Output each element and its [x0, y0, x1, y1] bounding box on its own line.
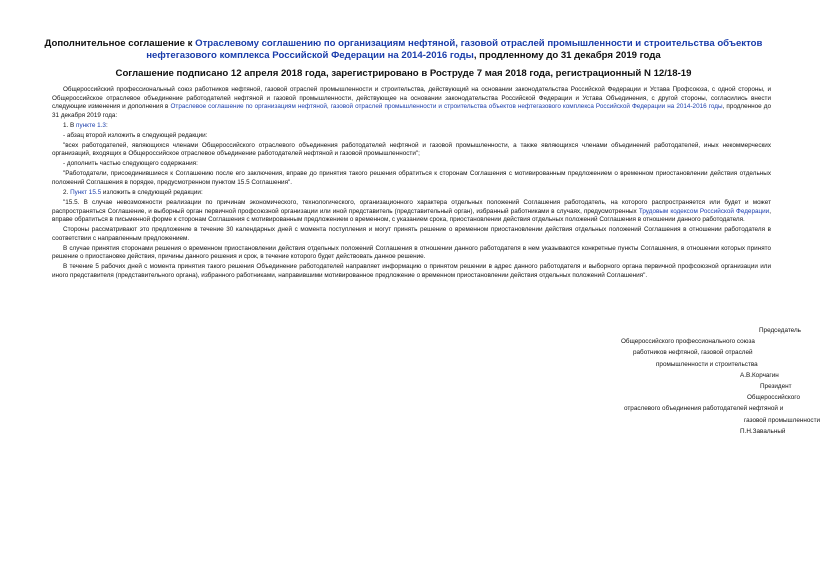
item-1-heading — [52, 122, 771, 131]
notification-paragraph: В течение 5 рабочих дней с момента принятия такого решения Объединение работодателей направляет информацию о принятом решении в адрес данного работодателя и выборного органа первичной профсоюзной организации или иного представителя (представительного органа), избранного работниками, направившими мотивированное предложение о временном приостановлении действия отдельных положений Соглашения". — [52, 263, 771, 279]
document-subtitle: Соглашение подписано 12 апреля 2018 года, зарегистрировано в Роструде 7 мая 2018 года, регистрационный N 12/18-19 — [115, 68, 692, 79]
item-1-change-b: - дополнить частью следующего содержания: — [63, 160, 198, 168]
signature-line: газовой промышленности — [744, 416, 820, 424]
signature-line: Председатель — [759, 327, 801, 334]
signature-line: отраслевого объединения работодателей нефтяной и — [624, 405, 784, 413]
clause-15-5-text — [52, 199, 771, 225]
signature-block — [560, 325, 820, 437]
clause-15-5-suffix: , вправе обратиться в письменной форме к сторонам Соглашения с мотивированным предложением о временном, с указанием срока, приостановлении действия отдельных положений Соглашения в отношении данного работодателя. — [52, 207, 771, 224]
signature-name: А.В.Корчагин — [740, 371, 779, 379]
signature-line: работников нефтяной, газовой отраслей — [633, 349, 753, 357]
parties-paragraph: Стороны рассматривают это предложение в течение 30 календарных дней с момента поступления и могут принять решение о временном приостановлении действия отдельных положений Соглашения в отношении работодателя в соответствии с направленным предложением. — [52, 226, 771, 242]
item-1-suffix: : — [105, 121, 108, 129]
document-body — [52, 86, 771, 280]
signature-line: Общероссийского — [747, 394, 800, 402]
clause-15-5-prefix: "15.5. В случае невозможности реализации по причинам экономического, технологического, организационного характера отдельных положений Соглашения работодатель, на которого распространяется или будет и может распространяться Соглашение, и выборный орган первичной профсоюзной организации или иной представитель (представительный орган), избранный работниками в случаях, предусмотренных — [52, 199, 771, 215]
signature-line: Президент — [760, 383, 792, 391]
item-2-suffix: изложить в следующей редакции: — [101, 189, 203, 197]
intro-agreement-link[interactable]: Отраслевое соглашение по организациям нефтяной, газовой отраслей промышленности и строительства объектов нефтегазового комплекса Российской Федерации на 2014-2016 годы — [170, 103, 723, 111]
item-2-prefix: 2. — [63, 189, 71, 197]
item-2-heading — [52, 189, 771, 198]
intro-text: Общероссийский профессиональный союз работников нефтяной, газовой отраслей промышленности и строительства, действующий на основании законодательства Российской Федерации и Устава Профсоюза, с одной стороны, и Общероссийское отраслевое объединение работодателей нефтяной и газовой промышленности, действующее на основании законодательства Российской Федерации и Устава Объединения, с другой стороны, согласились внести следующие изменения и дополнения в — [52, 86, 771, 111]
signature-name: П.Н.Завальный — [740, 427, 786, 435]
document-title — [38, 38, 769, 62]
labor-code-link[interactable]: Трудовым кодексом Российской Федерации — [638, 207, 770, 215]
intro-paragraph — [52, 86, 771, 120]
item-1-change-a: - абзац второй изложить в следующей редакции: — [63, 131, 208, 139]
signature-line: промышленности и строительства — [656, 360, 758, 368]
item-1-change-a-text: "всех работодателей, являющихся членами Общероссийского отраслевого объединения работодателей нефтяной и газовой промышленности, а также являющихся членами объединений работодателей, иных некоммерческих организаций, входящих в Общероссийское отраслевое объединение работодателей нефтяной и газовой промышленности"; — [52, 141, 771, 158]
title-agreement-link[interactable]: Отраслевому соглашению по организациям нефтяной, газовой отраслей промышленности и строительства объектов нефтегазового комплекса Российской Федерации на 2014-2016 годы — [146, 38, 763, 61]
title-suffix: , продленному до 31 декабря 2019 года — [473, 50, 661, 61]
item-1-prefix: 1. В — [63, 121, 77, 129]
clause-1-3-link[interactable]: пункте 1.3 — [76, 121, 106, 129]
clause-15-5-link[interactable]: Пункт 15.5 — [70, 189, 102, 197]
item-1-change-b-text: "Работодатели, присоединившиеся к Соглашению после его заключения, вправе до принятия такого решения обратиться к сторонам Соглашения с мотивированным предложением о временном приостановлении действия отдельных положений Соглашения в порядке, предусмотренном пунктом 15.5 Соглашения". — [52, 170, 771, 186]
title-prefix: Дополнительное соглашение к — [44, 38, 196, 49]
intro-text-end: , продленное до 31 декабря 2019 года: — [52, 103, 771, 119]
decision-paragraph: В случае принятия сторонами решения о временном приостановлении действия отдельных положений Соглашения в отношении данного работодателя в нем указываются конкретные пункты Соглашения, в отношении которых принято решение о приостановке действия, причины данного решения и срок, в течение которого будет действовать данное решение. — [52, 244, 771, 261]
signature-line: Общероссийского профессионального союза — [621, 338, 755, 346]
